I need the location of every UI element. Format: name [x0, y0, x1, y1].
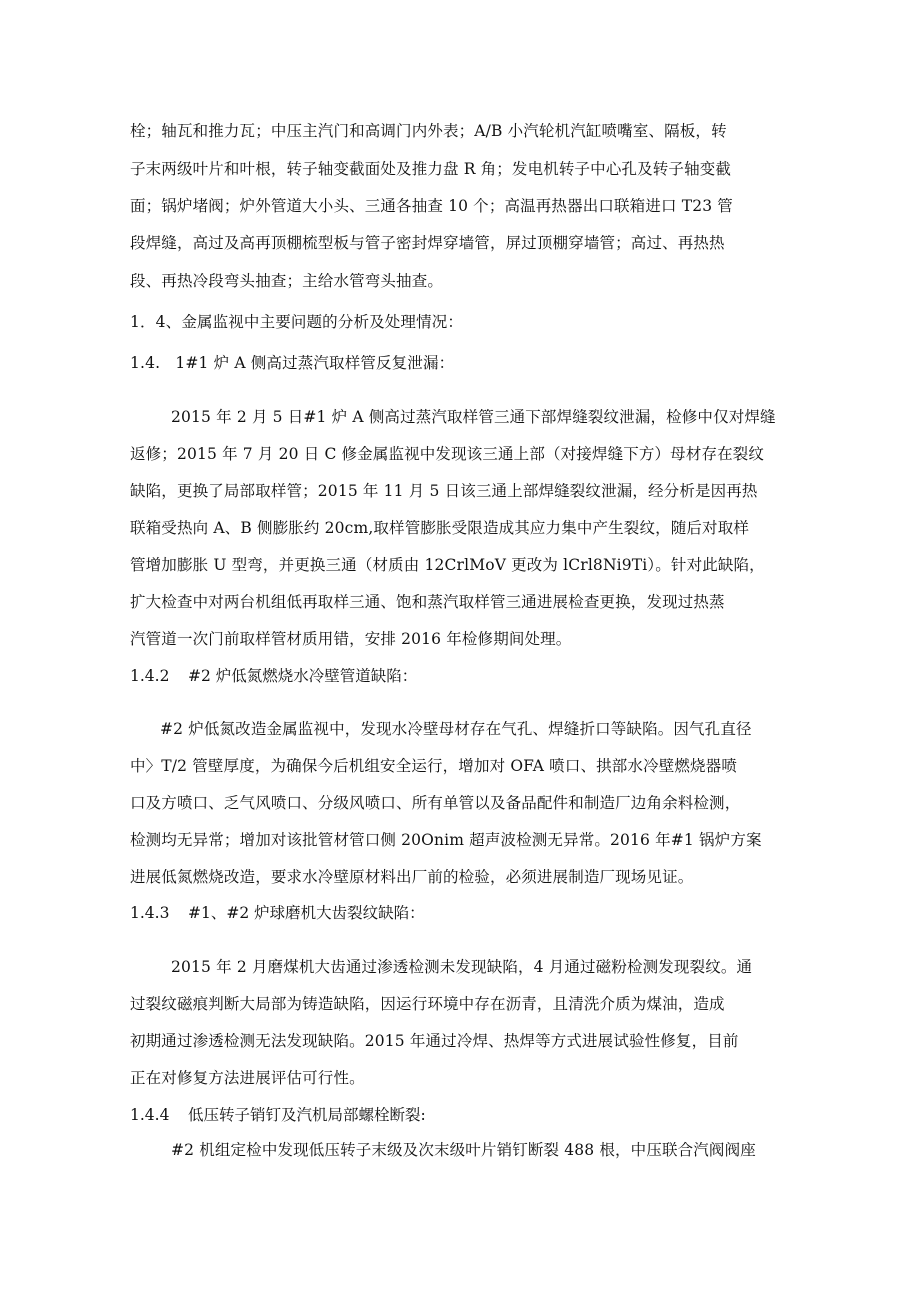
heading-title: #2 炉低氮燃烧水冷壁管道缺陷： — [188, 667, 418, 685]
heading-number: 1.4.3 — [130, 904, 170, 922]
subsection-heading — [130, 666, 417, 686]
paragraph-line: #2 机组定检中发现低压转子末级及次末级叶片销钉断裂 488 根，中压联合汽阀阀座 — [171, 1141, 756, 1159]
heading-title: #1、#2 炉球磨机大齿裂纹缺陷： — [188, 904, 425, 922]
paragraph-line: 子末两级叶片和叶根，转子轴变截面处及推力盘 R 角；发电机转子中心孔及转子轴变截 — [130, 160, 732, 178]
paragraph-line: 检测均无异常；增加对该批管材管口侧 20Onim 超声波检测无异常。2016 年#1 锅炉方案 — [130, 831, 762, 849]
paragraph-line: 段、再热冷段弯头抽查；主给水管弯头抽查。 — [130, 272, 444, 290]
paragraph-line: #2 炉低氮改造金属监视中，发现水冷壁母材存在气孔、焊缝折口等缺陷。因气孔直径 — [160, 720, 752, 738]
paragraph-line: 面；锅炉堵阀；炉外管道大小头、三通各抽查 10 个；高温再热器出口联箱进口 T23 管 — [130, 197, 733, 215]
paragraph-line: 扩大检查中对两台机组低再取样三通、饱和蒸汽取样管三通进展检查更换，发现过热蒸 — [130, 593, 725, 611]
paragraph-line: 初期通过渗透检测无法发现缺陷。2015 年通过冷焊、热焊等方式进展试验性修复，目前 — [130, 1032, 739, 1050]
paragraph-line: 2015 年 2 月 5 日#1 炉 A 侧高过蒸汽取样管三通下部焊缝裂纹泄漏，检修中仅对焊缝 — [171, 408, 776, 426]
paragraph-line: 栓；轴瓦和推力瓦；中压主汽门和高调门内外表；A/B 小汽轮机汽缸喷嘴室、隔板，转 — [130, 122, 727, 140]
paragraph-line: 过裂纹磁痕判断大局部为铸造缺陷，因运行环境中存在沥青，且清洗介质为煤油，造成 — [130, 995, 725, 1013]
paragraph-line: 正在对修复方法进展评估可行性。 — [130, 1069, 365, 1087]
heading-number: 1.4.4 — [130, 1106, 170, 1124]
subsection-heading: 1.4. 1#1 炉 A 侧高过蒸汽取样管反复泄漏： — [130, 354, 455, 372]
paragraph-line: 汽管道一次门前取样管材质用错，安排 2016 年检修期间处理。 — [130, 630, 572, 648]
paragraph-line: 返修；2015 年 7 月 20 日 C 修金属监视中发现该三通上部（对接焊缝下方）母材存在裂纹 — [130, 445, 765, 463]
heading-number: 1.4.2 — [130, 667, 170, 685]
paragraph-line: 2015 年 2 月磨煤机大齿通过渗透检测未发现缺陷，4 月通过磁粉检测发现裂纹。通 — [171, 958, 753, 976]
paragraph-line: 缺陷，更换了局部取样管；2015 年 11 月 5 日该三通上部焊缝裂纹泄漏，经分析是因再热 — [130, 482, 758, 500]
section-heading: 1．4、金属监视中主要问题的分析及处理情况： — [130, 313, 464, 331]
heading-title: 低压转子销钉及汽机局部螺栓断裂: — [188, 1106, 426, 1124]
paragraph-line: 管增加膨胀 U 型弯，并更换三通（材质由 12CrlMoV 更改为 lCrl8Ni9Ti）。针对此缺陷， — [130, 556, 765, 574]
subsection-heading — [130, 903, 425, 923]
paragraph-line: 进展低氮燃烧改造，要求水冷壁原材料出厂前的检验，必须进展制造厂现场见证。 — [130, 868, 694, 886]
paragraph-line: 段焊缝，高过及高再顶棚梳型板与管子密封焊穿墙管，屏过顶棚穿墙管；高过、再热热 — [130, 234, 725, 252]
paragraph-line: 中〉T/2 管壁厚度，为确保今后机组安全运行，增加对 OFA 喷口、拱部水冷壁燃烧器喷 — [130, 757, 737, 775]
paragraph-line: 联箱受热向 A、B 侧膨胀约 20cm,取样管膨胀受限造成其应力集中产生裂纹，随后对取样 — [130, 519, 749, 537]
subsection-heading — [130, 1105, 426, 1125]
paragraph-line: 口及方喷口、乏气风喷口、分级风喷口、所有单管以及备品配件和制造厂边角余料检测， — [130, 794, 741, 812]
